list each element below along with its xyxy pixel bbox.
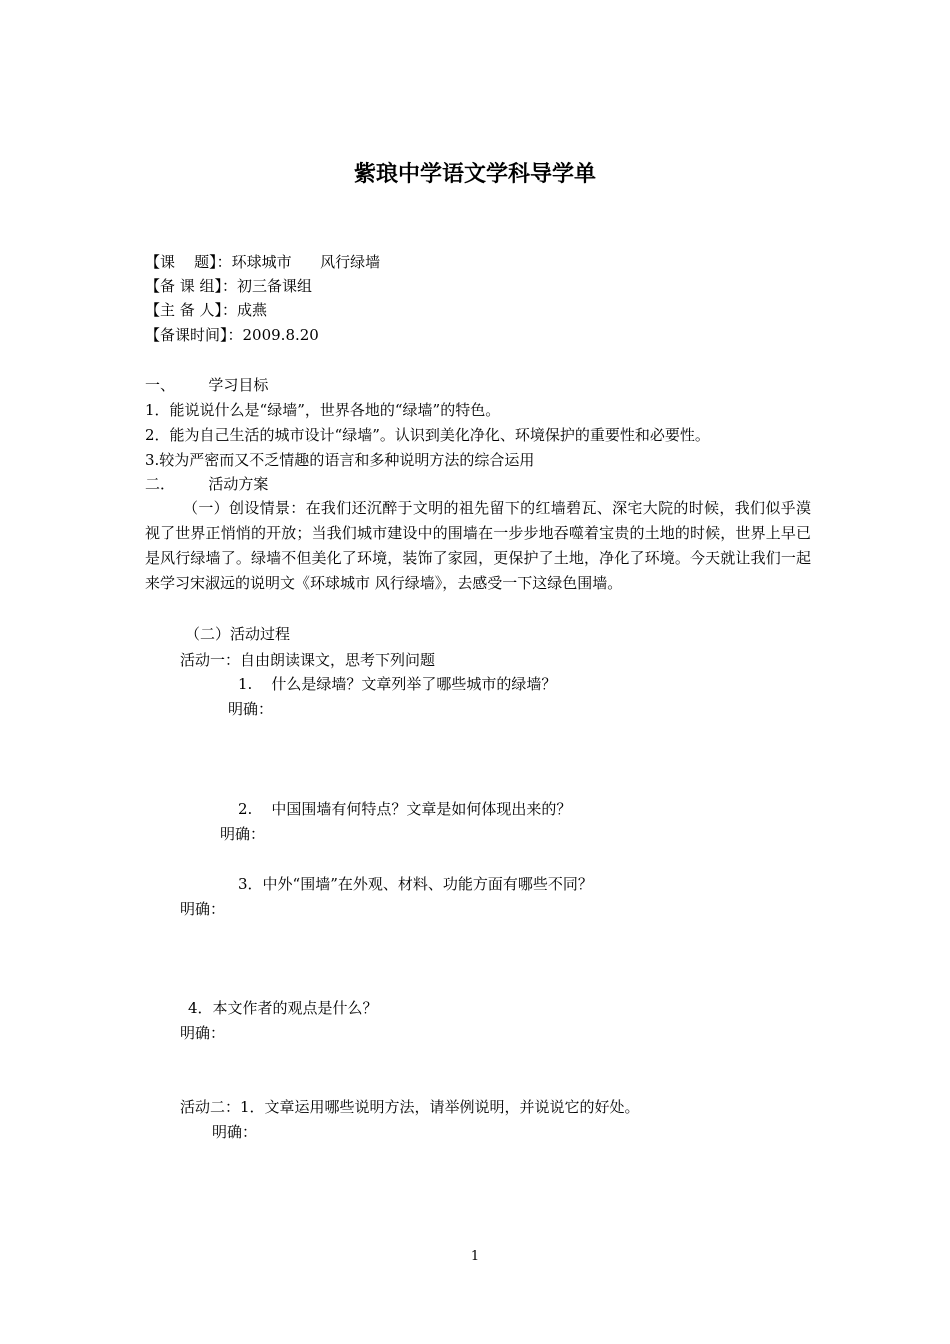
- question-4: 4．本文作者的观点是什么？: [188, 999, 378, 1017]
- activity2-question-1: 活动二：1．文章运用哪些说明方法，请举例说明，并说说它的好处。: [180, 1098, 640, 1116]
- document-title: 紫琅中学语文学科导学单: [353, 162, 596, 187]
- meta-group: 【备 课 组】：初三备课组: [145, 277, 313, 295]
- process-heading: （二）活动过程: [185, 625, 291, 643]
- section2-heading: 二． 活动方案: [145, 475, 269, 493]
- goal-item: 2．能为自己生活的城市设计“绿墙”。认识到美化净化、环境保护的重要性和必要性。: [145, 426, 710, 444]
- question-3: 3．中外“围墙”在外观、材料、功能方面有哪些不同？: [238, 875, 593, 893]
- section1-heading: 一、 学习目标: [145, 376, 269, 394]
- question-2: 2. 中国围墙有何特点？文章是如何体现出来的？: [238, 800, 572, 818]
- answer-label-3: 明确：: [180, 900, 226, 918]
- goal-item: 3.较为严密而又不乏情趣的语言和多种说明方法的综合运用: [145, 451, 535, 469]
- page-number: 1: [470, 1249, 480, 1264]
- activity2-answer-label: 明确：: [212, 1123, 258, 1141]
- meta-preparer: 【主 备 人】：成燕: [145, 301, 268, 319]
- answer-label-2: 明确：: [220, 825, 266, 843]
- question-1: 1. 什么是绿墙？文章列举了哪些城市的绿墙？: [238, 675, 557, 693]
- answer-label-1: 明确：: [228, 700, 274, 718]
- answer-label-4: 明确：: [180, 1024, 226, 1042]
- meta-topic: 【课 题】：环球城市 风行绿墙: [145, 253, 381, 271]
- activity1-heading: 活动一：自由朗读课文，思考下列问题: [180, 651, 436, 669]
- scenario-paragraph: （一）创设情景：在我们还沉醉于文明的祖先留下的红墙碧瓦、深宅大院的时候，我们似乎漠视了世界正悄悄的开放；当我们城市建设中的围墙在一步步地吞噬着宝贵的土地的时候，世界上早已是风行绿墙了。绿墙不但美化了环境，装饰了家园，更保护了土地，净化了环境。今天就让我们一起来学习宋淑远的说明文《环球城市 风行绿墙》，去感受一下这绿色围墙。: [145, 499, 811, 592]
- meta-date: 【备课时间】：2009.8.20: [145, 326, 319, 344]
- goal-item: 1．能说说什么是“绿墙”，世界各地的“绿墙”的特色。: [145, 401, 501, 419]
